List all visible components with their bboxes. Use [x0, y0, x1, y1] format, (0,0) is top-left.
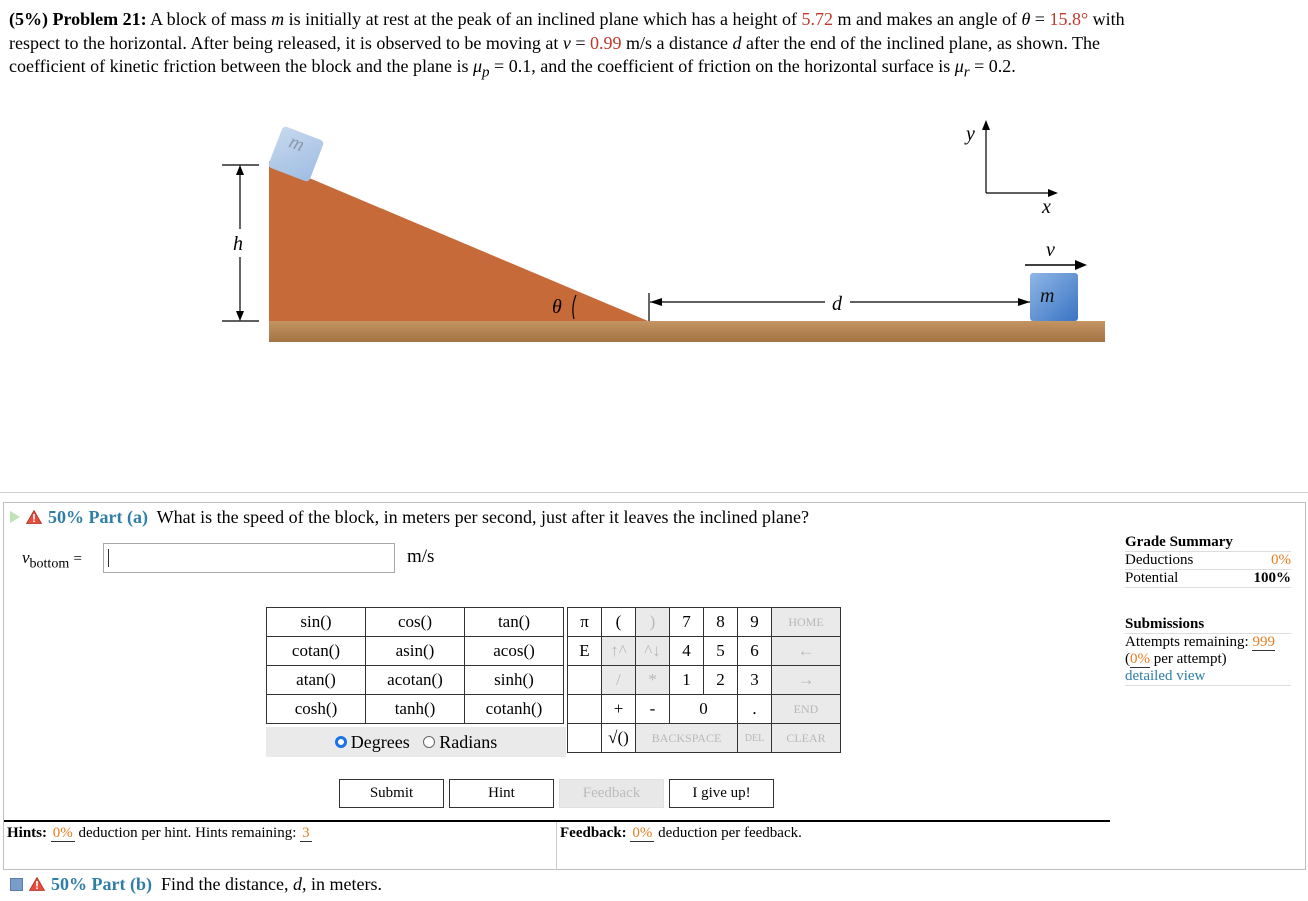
play-icon[interactable] [10, 511, 20, 523]
angle-mode [266, 727, 566, 757]
answer-input[interactable] [103, 543, 395, 573]
left-arrow-button[interactable]: ← [772, 637, 841, 666]
detailed-view-link[interactable]: detailed view [1125, 668, 1291, 686]
digit-7[interactable]: 7 [670, 608, 704, 637]
mu-p-subscript: p [482, 64, 490, 81]
hints-text: deduction per hint. Hints remaining: [74, 825, 301, 841]
speed-value: 0.99 [590, 32, 622, 53]
digit-3[interactable]: 3 [738, 666, 772, 695]
backspace-button[interactable]: BACKSPACE [636, 724, 738, 753]
per-attempt-text: per attempt) [1150, 651, 1227, 667]
plus-button[interactable]: + [602, 695, 636, 724]
block-moving-label: m [1040, 285, 1055, 307]
digit-2[interactable]: 2 [704, 666, 738, 695]
submissions-title: Submissions [1125, 616, 1291, 634]
part-b-question: Find the distance, [160, 874, 293, 894]
problem-text: = [570, 32, 590, 53]
problem-text: m and makes an angle of [833, 9, 1022, 29]
part-a-header [10, 506, 809, 528]
blank-key [568, 695, 602, 724]
digit-0[interactable]: 0 [670, 695, 738, 724]
tanh-button[interactable]: tanh() [366, 695, 465, 724]
part-b-d-symbol: d [292, 874, 302, 894]
degrees-label: Degrees [350, 732, 410, 752]
digit-9[interactable]: 9 [738, 608, 772, 637]
part-a-question: What is the speed of the block, in meters per second, just after it leaves the inclined plane? [156, 507, 809, 527]
floor [269, 321, 1105, 342]
problem-text: after the end of the inclined plane, as shown. The [741, 32, 1101, 53]
mu-p-symbol: μ [473, 56, 483, 76]
attempts-info [1125, 634, 1291, 668]
hints-label: Hints: [7, 825, 48, 841]
blank-key [568, 666, 602, 695]
feedback-deduction: 0% [632, 825, 653, 841]
problem-text: = 0.1, and the coefficient of friction on the horizontal surface is [489, 56, 955, 76]
problem-text: = 0.2. [969, 56, 1016, 76]
minus-button[interactable]: - [636, 695, 670, 724]
cos-button[interactable]: cos() [366, 608, 465, 637]
d-symbol: d [732, 32, 742, 53]
hints-remaining: 3 [302, 825, 310, 841]
v-label: v [1046, 239, 1055, 261]
h-label: h [233, 233, 243, 255]
answer-variable [22, 548, 82, 572]
feedback-divider [556, 822, 557, 870]
hint-deduction: 0% [52, 825, 73, 841]
digit-6[interactable]: 6 [738, 637, 772, 666]
sin-button[interactable]: sin() [267, 608, 366, 637]
attempts-remaining: 999 [1252, 634, 1275, 650]
theta-symbol: θ [1021, 9, 1031, 29]
down-button[interactable]: ^↓ [636, 637, 670, 666]
degrees-radio[interactable] [335, 736, 347, 748]
digit-4[interactable]: 4 [670, 637, 704, 666]
equals-sign: = [73, 551, 82, 567]
text-caret [108, 549, 109, 567]
right-arrow-button[interactable]: → [772, 666, 841, 695]
part-b-question-end: , in meters. [301, 874, 382, 894]
atan-button[interactable]: atan() [267, 666, 366, 695]
problem-statement [9, 8, 1299, 85]
angle-value: 15.8° [1049, 9, 1089, 29]
answer-unit: m/s [407, 546, 435, 567]
mu-r-subscript: r [963, 64, 970, 81]
deductions-value: 0% [1271, 552, 1291, 568]
deductions-row [1125, 552, 1291, 570]
per-attempt-deduction: 0% [1130, 651, 1150, 667]
sinh-button[interactable]: sinh() [465, 666, 564, 695]
asin-button[interactable]: asin() [366, 637, 465, 666]
problem-text: is initially at rest at the peak of an inclined plane which has a height of [284, 9, 802, 29]
per-open: ( [1125, 651, 1130, 667]
acotan-button[interactable]: acotan() [366, 666, 465, 695]
cotan-button[interactable]: cotan() [267, 637, 366, 666]
rparen-button[interactable]: ) [636, 608, 670, 637]
function-keypad [266, 607, 564, 724]
warning-icon [26, 510, 42, 524]
hints-divider [4, 820, 1110, 822]
part-b-tag[interactable]: 50% Part (b) [51, 874, 152, 894]
problem-text: A block of mass [150, 9, 272, 29]
grade-summary-title: Grade Summary [1125, 534, 1291, 552]
v-symbol: v [562, 32, 571, 53]
multiply-button[interactable]: * [636, 666, 670, 695]
blank-key [568, 724, 602, 753]
submissions-summary [1125, 616, 1291, 686]
clear-button[interactable]: CLEAR [772, 724, 841, 753]
sqrt-button[interactable]: √() [602, 724, 636, 753]
problem-text: respect to the horizontal. After being released, it is observed to be moving at [9, 32, 563, 53]
hint-button[interactable]: Hint [449, 779, 554, 808]
radians-label: Radians [439, 732, 498, 752]
problem-text: coefficient of kinetic friction between the block and the plane is [9, 56, 473, 76]
e-button[interactable]: E [568, 637, 602, 666]
pi-button[interactable]: π [568, 608, 602, 637]
potential-label: Potential [1125, 570, 1179, 586]
feedback-text: deduction per feedback. [654, 825, 802, 841]
potential-row [1125, 570, 1291, 588]
up-button[interactable]: ↑^ [602, 637, 636, 666]
digit-1[interactable]: 1 [670, 666, 704, 695]
cosh-button[interactable]: cosh() [267, 695, 366, 724]
x-axis-label: x [1042, 196, 1051, 218]
warning-icon [29, 877, 45, 891]
give-up-button[interactable]: I give up! [669, 779, 774, 808]
grade-summary [1125, 534, 1291, 588]
home-button[interactable]: HOME [772, 608, 841, 637]
potential-value: 100% [1253, 570, 1291, 586]
feedback-button[interactable]: Feedback [559, 779, 664, 808]
feedback-info [560, 825, 802, 842]
hints-info [7, 825, 312, 842]
incline [269, 161, 648, 321]
mass-symbol: m [271, 9, 285, 29]
divide-button[interactable]: / [602, 666, 636, 695]
feedback-label: Feedback: [560, 825, 627, 841]
mu-r-symbol: μ [954, 56, 964, 76]
problem-text: m/s a distance [621, 32, 733, 53]
cotanh-button[interactable]: cotanh() [465, 695, 564, 724]
incline-figure [0, 95, 1308, 495]
digit-5[interactable]: 5 [704, 637, 738, 666]
problem-text: = [1030, 9, 1050, 29]
height-value: 5.72 [801, 9, 833, 29]
dot-button[interactable]: . [738, 695, 772, 724]
block-top-label: m [286, 130, 308, 157]
radians-radio[interactable] [423, 736, 435, 748]
end-button[interactable]: END [772, 695, 841, 724]
submit-button[interactable]: Submit [339, 779, 444, 808]
del-button[interactable]: DEL [738, 724, 772, 753]
y-axis-label: y [966, 123, 975, 145]
theta-label: θ [552, 296, 562, 318]
digit-8[interactable]: 8 [704, 608, 738, 637]
lparen-button[interactable]: ( [602, 608, 636, 637]
acos-button[interactable]: acos() [465, 637, 564, 666]
attempts-label: Attempts remaining: [1125, 634, 1253, 650]
number-keypad [567, 607, 841, 753]
d-label: d [832, 293, 842, 315]
var-symbol: v [22, 548, 30, 567]
problem-tag: (5%) Problem 21: [9, 9, 147, 29]
deductions-label: Deductions [1125, 552, 1194, 568]
collapsed-part-icon[interactable] [10, 878, 23, 891]
tan-button[interactable]: tan() [465, 608, 564, 637]
part-b-header [10, 874, 382, 895]
part-a-tag: 50% Part (a) [48, 507, 148, 527]
var-subscript: bottom [29, 556, 70, 572]
separator [0, 492, 1308, 493]
problem-text: with [1088, 9, 1125, 29]
